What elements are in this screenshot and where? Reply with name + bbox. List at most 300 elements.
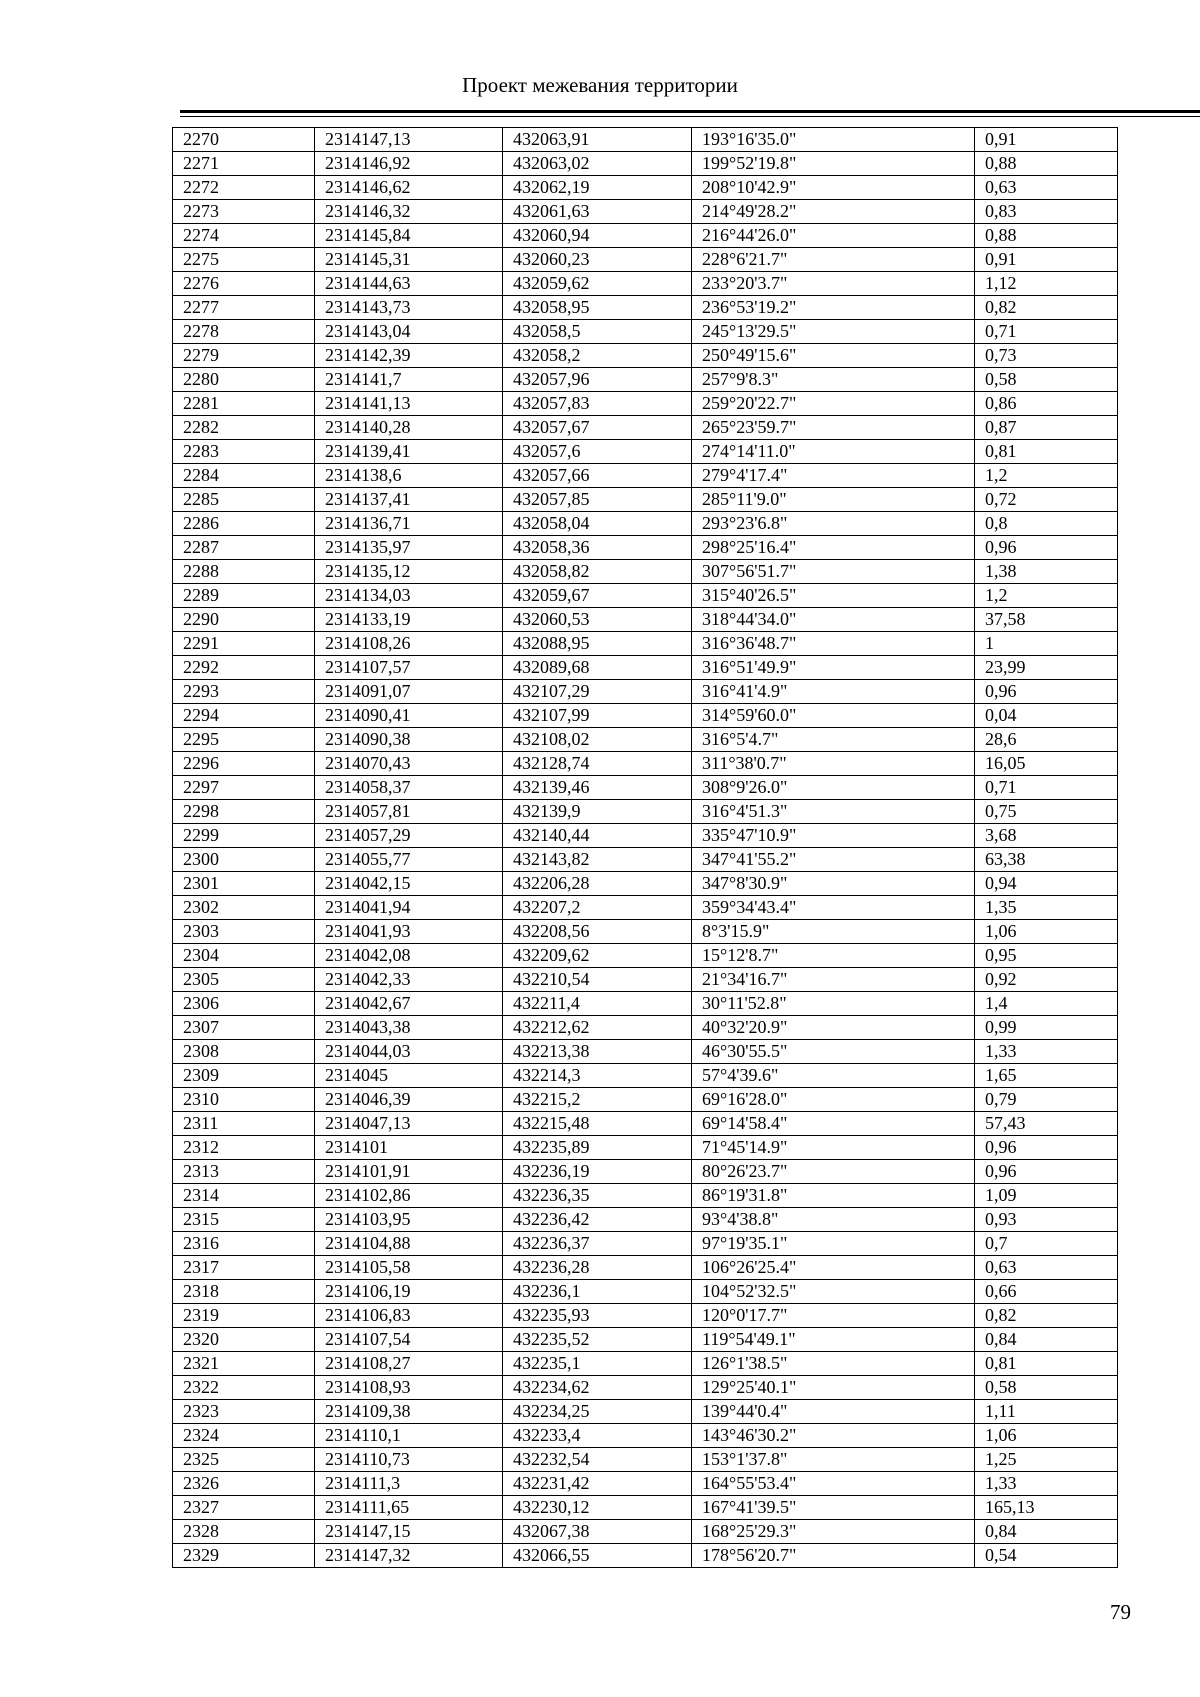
- point-number-cell: 2312: [173, 1136, 315, 1160]
- y-coordinate-cell: 432060,23: [503, 248, 692, 272]
- direction-angle-cell: 265°23'59.7": [692, 416, 975, 440]
- table-row: [173, 632, 1118, 656]
- y-coordinate-cell: 432235,93: [503, 1304, 692, 1328]
- table-row: [173, 1160, 1118, 1184]
- direction-angle-cell: 57°4'39.6": [692, 1064, 975, 1088]
- table-row: [173, 272, 1118, 296]
- point-number-cell: 2270: [173, 128, 315, 152]
- point-number-cell: 2282: [173, 416, 315, 440]
- point-number-cell: 2328: [173, 1520, 315, 1544]
- y-coordinate-cell: 432143,82: [503, 848, 692, 872]
- y-coordinate-cell: 432236,28: [503, 1256, 692, 1280]
- table-row: [173, 1328, 1118, 1352]
- y-coordinate-cell: 432059,62: [503, 272, 692, 296]
- y-coordinate-cell: 432233,4: [503, 1424, 692, 1448]
- table-row: [173, 560, 1118, 584]
- y-coordinate-cell: 432208,56: [503, 920, 692, 944]
- point-number-cell: 2308: [173, 1040, 315, 1064]
- y-coordinate-cell: 432215,48: [503, 1112, 692, 1136]
- direction-angle-cell: 104°52'32.5": [692, 1280, 975, 1304]
- point-number-cell: 2307: [173, 1016, 315, 1040]
- y-coordinate-cell: 432215,2: [503, 1088, 692, 1112]
- direction-angle-cell: 259°20'22.7": [692, 392, 975, 416]
- x-coordinate-cell: 2314108,26: [315, 632, 503, 656]
- distance-cell: 0,93: [975, 1208, 1118, 1232]
- distance-cell: 0,72: [975, 488, 1118, 512]
- point-number-cell: 2283: [173, 440, 315, 464]
- table-row: [173, 776, 1118, 800]
- y-coordinate-cell: 432236,35: [503, 1184, 692, 1208]
- x-coordinate-cell: 2314110,1: [315, 1424, 503, 1448]
- direction-angle-cell: 143°46'30.2": [692, 1424, 975, 1448]
- x-coordinate-cell: 2314058,37: [315, 776, 503, 800]
- table-row: [173, 1544, 1118, 1568]
- x-coordinate-cell: 2314057,29: [315, 824, 503, 848]
- table-row: [173, 536, 1118, 560]
- distance-cell: 0,54: [975, 1544, 1118, 1568]
- point-number-cell: 2272: [173, 176, 315, 200]
- x-coordinate-cell: 2314042,33: [315, 968, 503, 992]
- table-row: [173, 1472, 1118, 1496]
- distance-cell: 0,91: [975, 248, 1118, 272]
- y-coordinate-cell: 432235,89: [503, 1136, 692, 1160]
- x-coordinate-cell: 2314105,58: [315, 1256, 503, 1280]
- y-coordinate-cell: 432139,9: [503, 800, 692, 824]
- distance-cell: 57,43: [975, 1112, 1118, 1136]
- table-row: [173, 728, 1118, 752]
- distance-cell: 1,25: [975, 1448, 1118, 1472]
- point-number-cell: 2288: [173, 560, 315, 584]
- point-number-cell: 2291: [173, 632, 315, 656]
- x-coordinate-cell: 2314090,41: [315, 704, 503, 728]
- table-row: [173, 1496, 1118, 1520]
- table-row: [173, 200, 1118, 224]
- direction-angle-cell: 40°32'20.9": [692, 1016, 975, 1040]
- point-number-cell: 2296: [173, 752, 315, 776]
- y-coordinate-cell: 432230,12: [503, 1496, 692, 1520]
- table-row: [173, 896, 1118, 920]
- distance-cell: 0,66: [975, 1280, 1118, 1304]
- x-coordinate-cell: 2314111,3: [315, 1472, 503, 1496]
- distance-cell: 0,84: [975, 1328, 1118, 1352]
- point-number-cell: 2326: [173, 1472, 315, 1496]
- coordinates-table: [172, 127, 1118, 1568]
- table-row: [173, 848, 1118, 872]
- distance-cell: 1,33: [975, 1040, 1118, 1064]
- distance-cell: 0,63: [975, 176, 1118, 200]
- table-row: [173, 1352, 1118, 1376]
- x-coordinate-cell: 2314145,31: [315, 248, 503, 272]
- point-number-cell: 2314: [173, 1184, 315, 1208]
- table-row: [173, 152, 1118, 176]
- point-number-cell: 2299: [173, 824, 315, 848]
- y-coordinate-cell: 432067,38: [503, 1520, 692, 1544]
- table-row: [173, 176, 1118, 200]
- direction-angle-cell: 216°44'26.0": [692, 224, 975, 248]
- distance-cell: 1,38: [975, 560, 1118, 584]
- distance-cell: 1,2: [975, 464, 1118, 488]
- direction-angle-cell: 335°47'10.9": [692, 824, 975, 848]
- direction-angle-cell: 199°52'19.8": [692, 152, 975, 176]
- x-coordinate-cell: 2314042,08: [315, 944, 503, 968]
- distance-cell: 1,2: [975, 584, 1118, 608]
- point-number-cell: 2275: [173, 248, 315, 272]
- table-row: [173, 128, 1118, 152]
- distance-cell: 0,63: [975, 1256, 1118, 1280]
- table-row: [173, 608, 1118, 632]
- point-number-cell: 2322: [173, 1376, 315, 1400]
- distance-cell: 0,96: [975, 536, 1118, 560]
- table-row: [173, 1064, 1118, 1088]
- table-row: [173, 704, 1118, 728]
- x-coordinate-cell: 2314091,07: [315, 680, 503, 704]
- direction-angle-cell: 153°1'37.8": [692, 1448, 975, 1472]
- x-coordinate-cell: 2314104,88: [315, 1232, 503, 1256]
- x-coordinate-cell: 2314107,54: [315, 1328, 503, 1352]
- point-number-cell: 2276: [173, 272, 315, 296]
- direction-angle-cell: 228°6'21.7": [692, 248, 975, 272]
- x-coordinate-cell: 2314143,73: [315, 296, 503, 320]
- point-number-cell: 2310: [173, 1088, 315, 1112]
- point-number-cell: 2325: [173, 1448, 315, 1472]
- distance-cell: 0,81: [975, 440, 1118, 464]
- x-coordinate-cell: 2314055,77: [315, 848, 503, 872]
- distance-cell: 0,95: [975, 944, 1118, 968]
- table-row: [173, 1400, 1118, 1424]
- direction-angle-cell: 139°44'0.4": [692, 1400, 975, 1424]
- table-row: [173, 1232, 1118, 1256]
- direction-angle-cell: 347°8'30.9": [692, 872, 975, 896]
- point-number-cell: 2304: [173, 944, 315, 968]
- direction-angle-cell: 69°16'28.0": [692, 1088, 975, 1112]
- table-row: [173, 992, 1118, 1016]
- direction-angle-cell: 193°16'35.0": [692, 128, 975, 152]
- distance-cell: 1,33: [975, 1472, 1118, 1496]
- table-row: [173, 344, 1118, 368]
- x-coordinate-cell: 2314108,93: [315, 1376, 503, 1400]
- x-coordinate-cell: 2314142,39: [315, 344, 503, 368]
- y-coordinate-cell: 432063,91: [503, 128, 692, 152]
- distance-cell: 1,4: [975, 992, 1118, 1016]
- x-coordinate-cell: 2314141,7: [315, 368, 503, 392]
- direction-angle-cell: 120°0'17.7": [692, 1304, 975, 1328]
- y-coordinate-cell: 432061,63: [503, 200, 692, 224]
- table-row: [173, 680, 1118, 704]
- y-coordinate-cell: 432236,19: [503, 1160, 692, 1184]
- point-number-cell: 2319: [173, 1304, 315, 1328]
- y-coordinate-cell: 432107,99: [503, 704, 692, 728]
- direction-angle-cell: 245°13'29.5": [692, 320, 975, 344]
- x-coordinate-cell: 2314109,38: [315, 1400, 503, 1424]
- x-coordinate-cell: 2314045: [315, 1064, 503, 1088]
- y-coordinate-cell: 432211,4: [503, 992, 692, 1016]
- direction-angle-cell: 293°23'6.8": [692, 512, 975, 536]
- distance-cell: 0,99: [975, 1016, 1118, 1040]
- y-coordinate-cell: 432057,85: [503, 488, 692, 512]
- distance-cell: 0,71: [975, 776, 1118, 800]
- table-row: [173, 1376, 1118, 1400]
- point-number-cell: 2329: [173, 1544, 315, 1568]
- point-number-cell: 2294: [173, 704, 315, 728]
- x-coordinate-cell: 2314047,13: [315, 1112, 503, 1136]
- distance-cell: 0,8: [975, 512, 1118, 536]
- direction-angle-cell: 168°25'29.3": [692, 1520, 975, 1544]
- y-coordinate-cell: 432057,67: [503, 416, 692, 440]
- direction-angle-cell: 315°40'26.5": [692, 584, 975, 608]
- y-coordinate-cell: 432214,3: [503, 1064, 692, 1088]
- direction-angle-cell: 86°19'31.8": [692, 1184, 975, 1208]
- direction-angle-cell: 71°45'14.9": [692, 1136, 975, 1160]
- table-row: [173, 656, 1118, 680]
- table-row: [173, 824, 1118, 848]
- table-row: [173, 440, 1118, 464]
- x-coordinate-cell: 2314107,57: [315, 656, 503, 680]
- x-coordinate-cell: 2314134,03: [315, 584, 503, 608]
- table-row: [173, 1208, 1118, 1232]
- distance-cell: 28,6: [975, 728, 1118, 752]
- direction-angle-cell: 311°38'0.7": [692, 752, 975, 776]
- point-number-cell: 2277: [173, 296, 315, 320]
- point-number-cell: 2317: [173, 1256, 315, 1280]
- point-number-cell: 2281: [173, 392, 315, 416]
- direction-angle-cell: 30°11'52.8": [692, 992, 975, 1016]
- direction-angle-cell: 318°44'34.0": [692, 608, 975, 632]
- y-coordinate-cell: 432206,28: [503, 872, 692, 896]
- x-coordinate-cell: 2314146,92: [315, 152, 503, 176]
- x-coordinate-cell: 2314057,81: [315, 800, 503, 824]
- direction-angle-cell: 119°54'49.1": [692, 1328, 975, 1352]
- point-number-cell: 2306: [173, 992, 315, 1016]
- distance-cell: 0,7: [975, 1232, 1118, 1256]
- point-number-cell: 2315: [173, 1208, 315, 1232]
- x-coordinate-cell: 2314070,43: [315, 752, 503, 776]
- distance-cell: 23,99: [975, 656, 1118, 680]
- distance-cell: 0,84: [975, 1520, 1118, 1544]
- direction-angle-cell: 316°5'4.7": [692, 728, 975, 752]
- direction-angle-cell: 214°49'28.2": [692, 200, 975, 224]
- y-coordinate-cell: 432057,96: [503, 368, 692, 392]
- y-coordinate-cell: 432062,19: [503, 176, 692, 200]
- distance-cell: 0,88: [975, 152, 1118, 176]
- direction-angle-cell: 233°20'3.7": [692, 272, 975, 296]
- x-coordinate-cell: 2314110,73: [315, 1448, 503, 1472]
- table-row: [173, 224, 1118, 248]
- table-row: [173, 1184, 1118, 1208]
- page-number: 79: [1110, 1600, 1131, 1624]
- point-number-cell: 2290: [173, 608, 315, 632]
- point-number-cell: 2287: [173, 536, 315, 560]
- x-coordinate-cell: 2314147,15: [315, 1520, 503, 1544]
- x-coordinate-cell: 2314042,67: [315, 992, 503, 1016]
- distance-cell: 0,94: [975, 872, 1118, 896]
- x-coordinate-cell: 2314108,27: [315, 1352, 503, 1376]
- y-coordinate-cell: 432140,44: [503, 824, 692, 848]
- x-coordinate-cell: 2314106,83: [315, 1304, 503, 1328]
- direction-angle-cell: 208°10'42.9": [692, 176, 975, 200]
- x-coordinate-cell: 2314135,97: [315, 536, 503, 560]
- distance-cell: 16,05: [975, 752, 1118, 776]
- page-title: Проект межевания территории: [462, 73, 738, 97]
- table-row: [173, 1040, 1118, 1064]
- x-coordinate-cell: 2314144,63: [315, 272, 503, 296]
- direction-angle-cell: 285°11'9.0": [692, 488, 975, 512]
- x-coordinate-cell: 2314041,94: [315, 896, 503, 920]
- table-row: [173, 488, 1118, 512]
- direction-angle-cell: 279°4'17.4": [692, 464, 975, 488]
- direction-angle-cell: 316°4'51.3": [692, 800, 975, 824]
- x-coordinate-cell: 2314135,12: [315, 560, 503, 584]
- y-coordinate-cell: 432210,54: [503, 968, 692, 992]
- distance-cell: 0,83: [975, 200, 1118, 224]
- distance-cell: 1,06: [975, 1424, 1118, 1448]
- table-row: [173, 800, 1118, 824]
- distance-cell: 165,13: [975, 1496, 1118, 1520]
- y-coordinate-cell: 432235,52: [503, 1328, 692, 1352]
- direction-angle-cell: 69°14'58.4": [692, 1112, 975, 1136]
- point-number-cell: 2301: [173, 872, 315, 896]
- y-coordinate-cell: 432128,74: [503, 752, 692, 776]
- direction-angle-cell: 298°25'16.4": [692, 536, 975, 560]
- y-coordinate-cell: 432057,6: [503, 440, 692, 464]
- direction-angle-cell: 21°34'16.7": [692, 968, 975, 992]
- direction-angle-cell: 126°1'38.5": [692, 1352, 975, 1376]
- distance-cell: 0,04: [975, 704, 1118, 728]
- distance-cell: 0,91: [975, 128, 1118, 152]
- distance-cell: 0,58: [975, 368, 1118, 392]
- x-coordinate-cell: 2314133,19: [315, 608, 503, 632]
- point-number-cell: 2279: [173, 344, 315, 368]
- table-row: [173, 1256, 1118, 1280]
- direction-angle-cell: 307°56'51.7": [692, 560, 975, 584]
- y-coordinate-cell: 432060,53: [503, 608, 692, 632]
- point-number-cell: 2302: [173, 896, 315, 920]
- x-coordinate-cell: 2314147,32: [315, 1544, 503, 1568]
- distance-cell: 0,88: [975, 224, 1118, 248]
- x-coordinate-cell: 2314146,32: [315, 200, 503, 224]
- direction-angle-cell: 316°41'4.9": [692, 680, 975, 704]
- x-coordinate-cell: 2314138,6: [315, 464, 503, 488]
- y-coordinate-cell: 432231,42: [503, 1472, 692, 1496]
- direction-angle-cell: 80°26'23.7": [692, 1160, 975, 1184]
- y-coordinate-cell: 432207,2: [503, 896, 692, 920]
- direction-angle-cell: 46°30'55.5": [692, 1040, 975, 1064]
- distance-cell: 63,38: [975, 848, 1118, 872]
- direction-angle-cell: 97°19'35.1": [692, 1232, 975, 1256]
- y-coordinate-cell: 432213,38: [503, 1040, 692, 1064]
- y-coordinate-cell: 432108,02: [503, 728, 692, 752]
- y-coordinate-cell: 432058,5: [503, 320, 692, 344]
- x-coordinate-cell: 2314136,71: [315, 512, 503, 536]
- y-coordinate-cell: 432089,68: [503, 656, 692, 680]
- distance-cell: 1,65: [975, 1064, 1118, 1088]
- x-coordinate-cell: 2314106,19: [315, 1280, 503, 1304]
- y-coordinate-cell: 432057,66: [503, 464, 692, 488]
- point-number-cell: 2318: [173, 1280, 315, 1304]
- direction-angle-cell: 359°34'43.4": [692, 896, 975, 920]
- header-rule-thick: [180, 110, 1200, 113]
- direction-angle-cell: 106°26'25.4": [692, 1256, 975, 1280]
- direction-angle-cell: 164°55'53.4": [692, 1472, 975, 1496]
- direction-angle-cell: 236°53'19.2": [692, 296, 975, 320]
- distance-cell: 0,92: [975, 968, 1118, 992]
- distance-cell: 1,35: [975, 896, 1118, 920]
- x-coordinate-cell: 2314046,39: [315, 1088, 503, 1112]
- x-coordinate-cell: 2314146,62: [315, 176, 503, 200]
- direction-angle-cell: 316°36'48.7": [692, 632, 975, 656]
- coordinates-table-body: [173, 128, 1118, 1568]
- table-row: [173, 584, 1118, 608]
- distance-cell: 0,75: [975, 800, 1118, 824]
- point-number-cell: 2311: [173, 1112, 315, 1136]
- direction-angle-cell: 8°3'15.9": [692, 920, 975, 944]
- direction-angle-cell: 167°41'39.5": [692, 1496, 975, 1520]
- distance-cell: 0,81: [975, 1352, 1118, 1376]
- x-coordinate-cell: 2314042,15: [315, 872, 503, 896]
- table-row: [173, 1280, 1118, 1304]
- point-number-cell: 2278: [173, 320, 315, 344]
- distance-cell: 1,11: [975, 1400, 1118, 1424]
- direction-angle-cell: 347°41'55.2": [692, 848, 975, 872]
- x-coordinate-cell: 2314101,91: [315, 1160, 503, 1184]
- point-number-cell: 2298: [173, 800, 315, 824]
- table-row: [173, 416, 1118, 440]
- table-row: [173, 1112, 1118, 1136]
- table-row: [173, 512, 1118, 536]
- distance-cell: 0,79: [975, 1088, 1118, 1112]
- distance-cell: 0,96: [975, 1160, 1118, 1184]
- table-row: [173, 1088, 1118, 1112]
- point-number-cell: 2316: [173, 1232, 315, 1256]
- point-number-cell: 2303: [173, 920, 315, 944]
- point-number-cell: 2323: [173, 1400, 315, 1424]
- direction-angle-cell: 250°49'15.6": [692, 344, 975, 368]
- x-coordinate-cell: 2314140,28: [315, 416, 503, 440]
- y-coordinate-cell: 432059,67: [503, 584, 692, 608]
- table-row: [173, 392, 1118, 416]
- table-row: [173, 1016, 1118, 1040]
- direction-angle-cell: 15°12'8.7": [692, 944, 975, 968]
- point-number-cell: 2285: [173, 488, 315, 512]
- distance-cell: 1,06: [975, 920, 1118, 944]
- x-coordinate-cell: 2314044,03: [315, 1040, 503, 1064]
- point-number-cell: 2284: [173, 464, 315, 488]
- distance-cell: 0,96: [975, 680, 1118, 704]
- y-coordinate-cell: 432058,2: [503, 344, 692, 368]
- direction-angle-cell: 178°56'20.7": [692, 1544, 975, 1568]
- direction-angle-cell: 316°51'49.9": [692, 656, 975, 680]
- distance-cell: 37,58: [975, 608, 1118, 632]
- distance-cell: 0,87: [975, 416, 1118, 440]
- x-coordinate-cell: 2314143,04: [315, 320, 503, 344]
- distance-cell: 0,86: [975, 392, 1118, 416]
- table-row: [173, 296, 1118, 320]
- point-number-cell: 2286: [173, 512, 315, 536]
- point-number-cell: 2273: [173, 200, 315, 224]
- distance-cell: 0,82: [975, 1304, 1118, 1328]
- y-coordinate-cell: 432107,29: [503, 680, 692, 704]
- y-coordinate-cell: 432139,46: [503, 776, 692, 800]
- table-row: [173, 752, 1118, 776]
- direction-angle-cell: 308°9'26.0": [692, 776, 975, 800]
- distance-cell: 0,82: [975, 296, 1118, 320]
- x-coordinate-cell: 2314041,93: [315, 920, 503, 944]
- x-coordinate-cell: 2314137,41: [315, 488, 503, 512]
- y-coordinate-cell: 432212,62: [503, 1016, 692, 1040]
- y-coordinate-cell: 432235,1: [503, 1352, 692, 1376]
- y-coordinate-cell: 432063,02: [503, 152, 692, 176]
- table-row: [173, 968, 1118, 992]
- y-coordinate-cell: 432234,62: [503, 1376, 692, 1400]
